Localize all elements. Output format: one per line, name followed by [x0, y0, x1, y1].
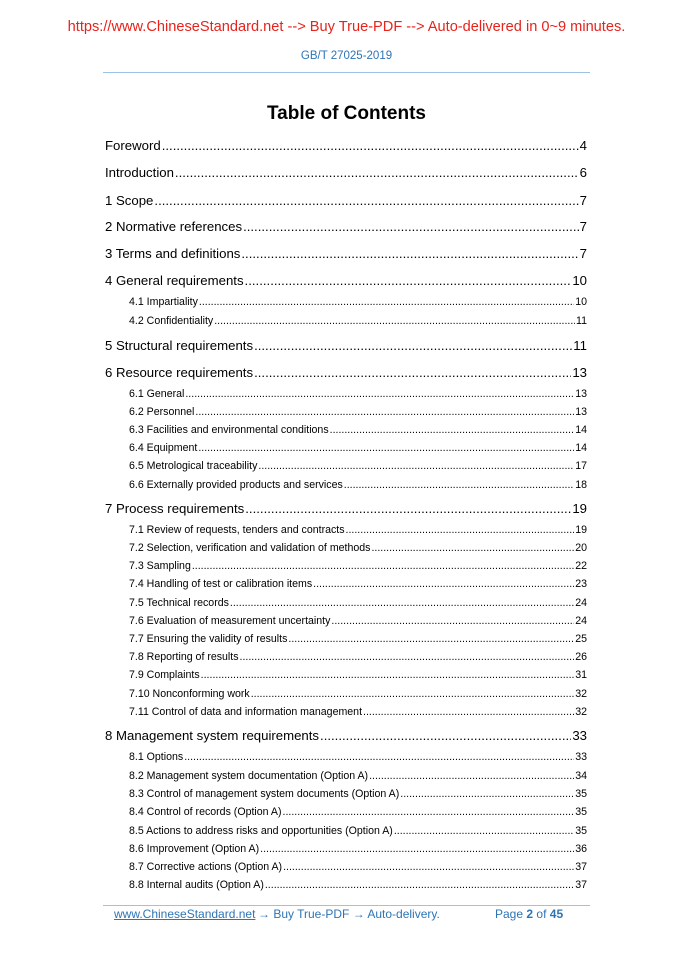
- toc-leader-dots: [371, 542, 574, 554]
- toc-entry-page: 25: [575, 633, 587, 645]
- toc-entry-page: 35: [575, 825, 587, 837]
- standard-code: GB/T 27025-2019: [300, 50, 393, 62]
- toc-entry-page: 35: [575, 788, 587, 800]
- toc-entry-label: 7.5 Technical records: [129, 597, 229, 609]
- toc-leader-dots: [240, 651, 575, 663]
- toc-leader-dots: [199, 296, 574, 308]
- toc-entry[interactable]: [129, 388, 587, 400]
- toc-entry-label: 8.3 Control of management system documents (Option A): [129, 788, 400, 800]
- toc-entry[interactable]: [105, 193, 587, 208]
- toc-entry-page: 7: [579, 193, 587, 208]
- toc-leader-dots: [162, 138, 579, 153]
- toc-entry-page: 4: [579, 138, 587, 153]
- toc-entry-page: 35: [575, 806, 587, 818]
- toc-title: Table of Contents: [266, 103, 427, 124]
- toc-leader-dots: [245, 501, 571, 516]
- toc-entry-label: 6.5 Metrological traceability: [129, 460, 258, 472]
- toc-entry-label: 7.3 Sampling: [129, 560, 191, 572]
- toc-entry-page: 11: [576, 315, 587, 327]
- toc-entry-page: 11: [573, 338, 587, 353]
- toc-entry-label: 7.11 Control of data and information management: [129, 706, 363, 718]
- toc-entry-page: 14: [575, 442, 587, 454]
- toc-entry[interactable]: [129, 597, 587, 609]
- toc-entry-page: 37: [575, 861, 587, 873]
- toc-leader-dots: [283, 861, 574, 873]
- toc-entry-label: 7.6 Evaluation of measurement uncertainty: [129, 615, 331, 627]
- toc-entry-label: Introduction: [105, 165, 174, 180]
- toc-entry-label: 7.10 Nonconforming work: [129, 688, 250, 700]
- toc-leader-dots: [201, 669, 575, 681]
- toc-entry-label: 6.6 Externally provided products and services: [129, 479, 343, 491]
- toc-entry[interactable]: [105, 246, 587, 261]
- toc-leader-dots: [184, 751, 574, 763]
- toc-leader-dots: [230, 597, 574, 609]
- toc-entry[interactable]: [129, 296, 587, 308]
- toc-entry-page: 6: [579, 165, 587, 180]
- toc-leader-dots: [320, 728, 571, 743]
- toc-entry-label: 7.7 Ensuring the validity of results: [129, 633, 288, 645]
- toc-entry[interactable]: [129, 615, 587, 627]
- toc-entry-label: 8.5 Actions to address risks and opportunities (Option A): [129, 825, 393, 837]
- toc-entry-page: 34: [575, 770, 587, 782]
- toc-entry[interactable]: [129, 442, 587, 454]
- toc-leader-dots: [243, 219, 579, 234]
- toc-entry[interactable]: [129, 560, 587, 572]
- toc-entry-label: 7 Process requirements: [105, 501, 245, 516]
- toc-entry-label: Foreword: [105, 138, 161, 153]
- toc-entry-page: 36: [575, 843, 587, 855]
- toc-leader-dots: [214, 315, 575, 327]
- toc-entry-page: 22: [575, 560, 587, 572]
- toc-leader-dots: [363, 706, 574, 718]
- toc-entry-page: 24: [575, 597, 587, 609]
- toc-entry-page: 7: [579, 219, 587, 234]
- toc-entry-page: 32: [575, 688, 587, 700]
- toc-leader-dots: [369, 770, 574, 782]
- toc-leader-dots: [175, 165, 579, 180]
- toc-entry[interactable]: [129, 460, 587, 472]
- toc-leader-dots: [245, 273, 572, 288]
- toc-leader-dots: [154, 193, 578, 208]
- toc-entry-page: 19: [572, 501, 587, 516]
- toc-leader-dots: [251, 688, 574, 700]
- toc-entry-page: 13: [572, 365, 587, 380]
- toc-leader-dots: [400, 788, 574, 800]
- toc-entry[interactable]: [105, 165, 587, 180]
- toc-entry-page: 18: [575, 479, 587, 491]
- toc-entry[interactable]: [129, 406, 587, 418]
- toc-entry-page: 33: [575, 751, 587, 763]
- toc-entry[interactable]: [129, 633, 587, 645]
- toc-entry-label: 8.2 Management system documentation (Option A): [129, 770, 369, 782]
- toc-entry-page: 32: [575, 706, 587, 718]
- toc-entry[interactable]: [129, 651, 587, 663]
- toc-entry-label: 4.1 Impartiality: [129, 296, 198, 308]
- toc-entry-label: 8.8 Internal audits (Option A): [129, 879, 264, 891]
- toc-entry[interactable]: [129, 861, 587, 873]
- toc-entry-label: 8.6 Improvement (Option A): [129, 843, 260, 855]
- toc-entry-page: 31: [575, 669, 587, 681]
- toc-entry-label: 7.1 Review of requests, tenders and contracts: [129, 524, 345, 536]
- toc-entry-label: 4.2 Confidentiality: [129, 315, 214, 327]
- toc-leader-dots: [344, 479, 574, 491]
- toc-entry-page: 7: [579, 246, 587, 261]
- toc-entry-page: 37: [575, 879, 587, 891]
- toc-entry-label: 8.4 Control of records (Option A): [129, 806, 282, 818]
- toc-entry[interactable]: [105, 365, 587, 380]
- toc-entry[interactable]: [105, 219, 587, 234]
- toc-leader-dots: [330, 424, 575, 436]
- toc-entry[interactable]: [129, 751, 587, 763]
- toc-entry-label: 2 Normative references: [105, 219, 243, 234]
- toc-entry[interactable]: [129, 825, 587, 837]
- toc-leader-dots: [394, 825, 574, 837]
- toc-leader-dots: [185, 388, 574, 400]
- toc-entry-label: 3 Terms and definitions: [105, 246, 241, 261]
- toc-entry-label: 7.9 Complaints: [129, 669, 200, 681]
- toc-entry-label: 6.2 Personnel: [129, 406, 195, 418]
- toc-leader-dots: [260, 843, 574, 855]
- toc-entry-label: 8.7 Corrective actions (Option A): [129, 861, 283, 873]
- toc-leader-dots: [288, 633, 574, 645]
- toc-entry[interactable]: [105, 273, 587, 288]
- toc-entry[interactable]: [105, 728, 587, 743]
- footer-divider: [103, 905, 590, 906]
- toc-leader-dots: [254, 338, 572, 353]
- toc-entry-label: 6.1 General: [129, 388, 185, 400]
- toc-entry[interactable]: [105, 138, 587, 153]
- footer-link[interactable]: www.ChineseStandard.net: [114, 907, 256, 921]
- footer-tagline: → Buy True-PDF → Auto-delivery.: [258, 907, 440, 921]
- toc-leader-dots: [313, 578, 574, 590]
- toc-entry-page: 24: [575, 615, 587, 627]
- toc-entry-page: 19: [575, 524, 587, 536]
- toc-entry[interactable]: [129, 479, 587, 491]
- toc-leader-dots: [258, 460, 574, 472]
- top-banner[interactable]: https://www.ChineseStandard.net --> Buy True-PDF --> Auto-delivered in 0~9 minutes.: [67, 19, 626, 35]
- toc-entry[interactable]: [129, 688, 587, 700]
- toc-leader-dots: [195, 406, 574, 418]
- toc-leader-dots: [283, 806, 575, 818]
- toc-entry-label: 4 General requirements: [105, 273, 244, 288]
- toc-entry[interactable]: [129, 315, 587, 327]
- toc-entry[interactable]: [129, 806, 587, 818]
- toc-entry-page: 13: [575, 406, 587, 418]
- toc-entry-label: 7.8 Reporting of results: [129, 651, 239, 663]
- toc-entry-label: 6 Resource requirements: [105, 365, 254, 380]
- toc-entry-label: 1 Scope: [105, 193, 154, 208]
- toc-entry[interactable]: [129, 578, 587, 590]
- toc-entry-label: 8.1 Options: [129, 751, 184, 763]
- toc-entry-label: 6.3 Facilities and environmental conditions: [129, 424, 329, 436]
- toc-entry[interactable]: [129, 669, 587, 681]
- toc-entry[interactable]: [129, 843, 587, 855]
- toc-entry-page: 23: [575, 578, 587, 590]
- toc-entry-label: 6.4 Equipment: [129, 442, 198, 454]
- toc-entry-label: 8 Management system requirements: [105, 728, 320, 743]
- toc-leader-dots: [254, 365, 571, 380]
- toc-entry-page: 33: [572, 728, 587, 743]
- toc-entry-page: 14: [575, 424, 587, 436]
- toc-leader-dots: [198, 442, 574, 454]
- toc-entry-page: 17: [575, 460, 587, 472]
- page-number: Page 2 of 45: [495, 907, 564, 921]
- toc-entry[interactable]: [129, 542, 587, 554]
- toc-leader-dots: [346, 524, 575, 536]
- toc-entry[interactable]: [129, 706, 587, 718]
- footer: [114, 907, 584, 923]
- toc-entry-page: 20: [575, 542, 587, 554]
- toc-entry[interactable]: [129, 770, 587, 782]
- toc-entry-page: 10: [575, 296, 587, 308]
- toc-entry-label: 7.4 Handling of test or calibration items: [129, 578, 313, 590]
- toc-entry[interactable]: [105, 338, 587, 353]
- toc-entry[interactable]: [105, 501, 587, 516]
- toc-entry-label: 5 Structural requirements: [105, 338, 254, 353]
- toc-entry[interactable]: [129, 424, 587, 436]
- toc-leader-dots: [265, 879, 574, 891]
- toc-entry-page: 13: [575, 388, 587, 400]
- toc-entry-page: 26: [575, 651, 587, 663]
- toc-entry-label: 7.2 Selection, verification and validation of methods: [129, 542, 371, 554]
- toc-entry[interactable]: [129, 524, 587, 536]
- toc-entry[interactable]: [129, 788, 587, 800]
- toc-leader-dots: [331, 615, 574, 627]
- toc-entry[interactable]: [129, 879, 587, 891]
- toc-entry-page: 10: [572, 273, 587, 288]
- toc-leader-dots: [192, 560, 574, 572]
- toc-leader-dots: [241, 246, 578, 261]
